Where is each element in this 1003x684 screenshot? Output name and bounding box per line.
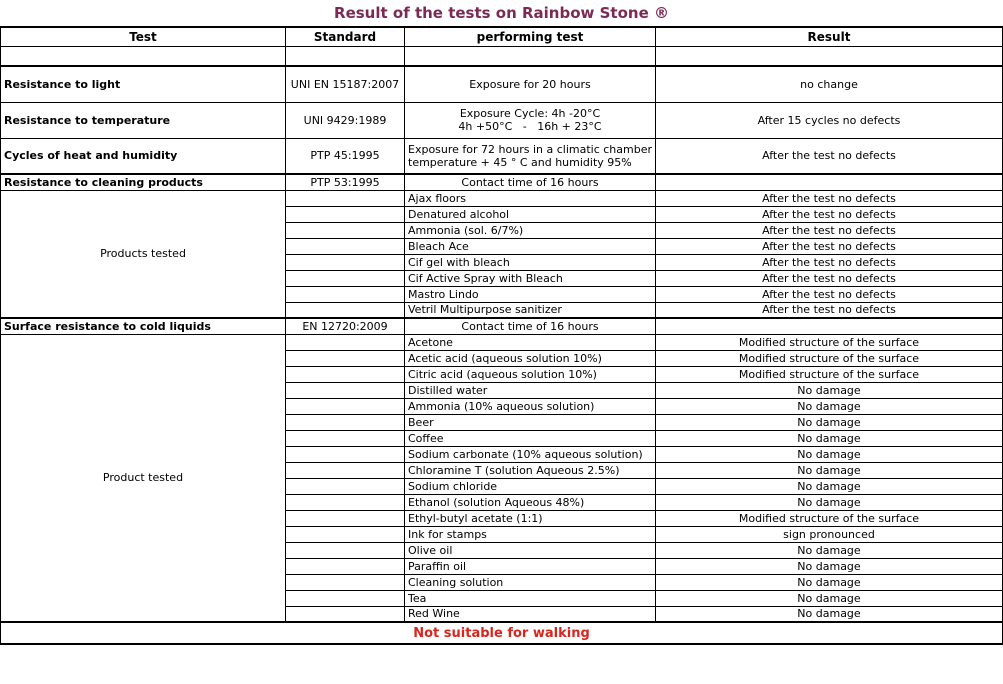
result-cell: After the test no defects — [656, 138, 1003, 174]
table-body — [1, 47, 1003, 645]
product-name: Vetril Multipurpose sanitizer — [405, 302, 656, 318]
product-name: Ammonia (10% aqueous solution) — [405, 398, 656, 414]
product-result: No damage — [656, 478, 1003, 494]
performing-cell: Exposure for 20 hours — [405, 66, 656, 102]
results-table — [0, 26, 1003, 645]
product-name: Citric acid (aqueous solution 10%) — [405, 366, 656, 382]
product-result: After the test no defects — [656, 254, 1003, 270]
test-name: Resistance to light — [1, 66, 286, 102]
standard-cell — [286, 286, 405, 302]
product-result: No damage — [656, 558, 1003, 574]
standard-cell: UNI EN 15187:2007 — [286, 66, 405, 102]
product-name: Ammonia (sol. 6/7%) — [405, 222, 656, 238]
product-result: After the test no defects — [656, 302, 1003, 318]
performing-line: Exposure for 72 hours in a climatic chamber — [408, 142, 652, 156]
table-row — [1, 138, 1003, 174]
product-result: No damage — [656, 542, 1003, 558]
performing-cell — [405, 138, 656, 174]
table-row — [1, 318, 1003, 334]
standard-cell — [286, 350, 405, 366]
result-cell: After 15 cycles no defects — [656, 102, 1003, 138]
standard-cell — [286, 526, 405, 542]
standard-cell — [286, 270, 405, 286]
table-row — [1, 334, 1003, 350]
test-name: Cycles of heat and humidity — [1, 138, 286, 174]
header-test: Test — [1, 27, 286, 47]
product-name: Sodium carbonate (10% aqueous solution) — [405, 446, 656, 462]
product-result: No damage — [656, 414, 1003, 430]
test-name: Resistance to temperature — [1, 102, 286, 138]
blank-row — [1, 47, 1003, 67]
product-name: Tea — [405, 590, 656, 606]
footer-row — [1, 622, 1003, 644]
table-row — [1, 174, 1003, 190]
standard-cell: EN 12720:2009 — [286, 318, 405, 334]
standard-cell — [286, 590, 405, 606]
product-result: No damage — [656, 398, 1003, 414]
standard-cell — [286, 398, 405, 414]
performing-line: 4h +50°C - 16h + 23°C — [458, 120, 602, 133]
standard-cell: UNI 9429:1989 — [286, 102, 405, 138]
standard-cell — [286, 462, 405, 478]
standard-cell — [286, 190, 405, 206]
standard-cell: PTP 45:1995 — [286, 138, 405, 174]
header-standard: Standard — [286, 27, 405, 47]
standard-cell — [286, 366, 405, 382]
product-name: Beer — [405, 414, 656, 430]
standard-cell — [286, 494, 405, 510]
product-result: No damage — [656, 430, 1003, 446]
product-name: Denatured alcohol — [405, 206, 656, 222]
table-row — [1, 190, 1003, 206]
standard-cell — [286, 430, 405, 446]
product-name: Mastro Lindo — [405, 286, 656, 302]
standard-cell — [286, 238, 405, 254]
standard-cell — [286, 446, 405, 462]
standard-cell — [286, 510, 405, 526]
footer-note: Not suitable for walking — [1, 622, 1003, 644]
product-name: Sodium chloride — [405, 478, 656, 494]
product-result: No damage — [656, 382, 1003, 398]
product-name: Coffee — [405, 430, 656, 446]
standard-cell — [286, 478, 405, 494]
product-result: After the test no defects — [656, 206, 1003, 222]
product-result: No damage — [656, 494, 1003, 510]
standard-cell — [286, 254, 405, 270]
result-cell: no change — [656, 66, 1003, 102]
product-result: No damage — [656, 574, 1003, 590]
product-name: Cif gel with bleach — [405, 254, 656, 270]
group-label: Products tested — [1, 190, 286, 318]
product-result: Modified structure of the surface — [656, 510, 1003, 526]
standard-cell — [286, 302, 405, 318]
product-result: After the test no defects — [656, 270, 1003, 286]
standard-cell — [286, 558, 405, 574]
product-name: Paraffin oil — [405, 558, 656, 574]
product-name: Ethanol (solution Aqueous 48%) — [405, 494, 656, 510]
test-name: Resistance to cleaning products — [1, 174, 286, 190]
header-result: Result — [656, 27, 1003, 47]
header-row — [1, 27, 1003, 47]
performing-line: Exposure Cycle: 4h -20°C — [459, 107, 601, 120]
product-name: Chloramine T (solution Aqueous 2.5%) — [405, 462, 656, 478]
table-row — [1, 66, 1003, 102]
product-name: Olive oil — [405, 542, 656, 558]
product-name: Acetic acid (aqueous solution 10%) — [405, 350, 656, 366]
test-name: Surface resistance to cold liquids — [1, 318, 286, 334]
standard-cell — [286, 414, 405, 430]
standard-cell — [286, 574, 405, 590]
standard-cell — [286, 542, 405, 558]
table-row — [1, 102, 1003, 138]
product-name: Bleach Ace — [405, 238, 656, 254]
product-result: No damage — [656, 446, 1003, 462]
product-result: Modified structure of the surface — [656, 334, 1003, 350]
performing-cell — [405, 102, 656, 138]
standard-cell — [286, 334, 405, 350]
group-label: Product tested — [1, 334, 286, 622]
sheet-title: Result of the tests on Rainbow Stone ® — [334, 4, 669, 22]
result-cell — [656, 174, 1003, 190]
product-name: Cleaning solution — [405, 574, 656, 590]
performing-cell: Contact time of 16 hours — [405, 318, 656, 334]
product-result: No damage — [656, 606, 1003, 622]
product-name: Cif Active Spray with Bleach — [405, 270, 656, 286]
performing-cell: Contact time of 16 hours — [405, 174, 656, 190]
product-result: After the test no defects — [656, 286, 1003, 302]
product-result: Modified structure of the surface — [656, 366, 1003, 382]
product-result: No damage — [656, 462, 1003, 478]
product-name: Ethyl-butyl acetate (1:1) — [405, 510, 656, 526]
product-result: After the test no defects — [656, 238, 1003, 254]
product-result: After the test no defects — [656, 222, 1003, 238]
standard-cell — [286, 382, 405, 398]
product-result: After the test no defects — [656, 190, 1003, 206]
product-name: Ajax floors — [405, 190, 656, 206]
performing-line: temperature + 45 ° C and humidity 95% — [408, 155, 632, 169]
product-result: No damage — [656, 590, 1003, 606]
product-name: Acetone — [405, 334, 656, 350]
product-name: Red Wine — [405, 606, 656, 622]
standard-cell: PTP 53:1995 — [286, 174, 405, 190]
header-performing-test: performing test — [405, 27, 656, 47]
standard-cell — [286, 222, 405, 238]
standard-cell — [286, 606, 405, 622]
product-result: Modified structure of the surface — [656, 350, 1003, 366]
product-result: sign pronounced — [656, 526, 1003, 542]
product-name: Ink for stamps — [405, 526, 656, 542]
product-name: Distilled water — [405, 382, 656, 398]
standard-cell — [286, 206, 405, 222]
result-cell — [656, 318, 1003, 334]
